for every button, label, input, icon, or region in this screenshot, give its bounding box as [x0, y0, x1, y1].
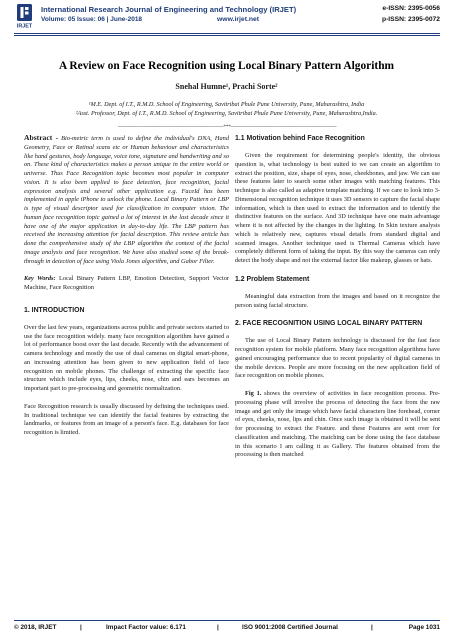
header-divider	[14, 33, 440, 34]
footer-divider-1: |	[80, 624, 82, 631]
paper-title: A Review on Face Recognition using Local Binary Pattern Algorithm	[58, 60, 395, 72]
section-heading-motivation: 1.1 Motivation behind Face Recognition	[235, 135, 365, 142]
footer-copyright: © 2018, IRJET	[14, 624, 57, 631]
problem-statement-paragraph: Meaningful data extraction from the images and based on it recognize the person using facial structure.	[235, 292, 440, 309]
lbp-paragraph-1: The use of Local Binary Pattern technology is discussed for the fast face recognition system for mobile platform. Many face recognition algorithms have gained encouraging performance due to recent popularity of digital cameras in the mobile devices. People are more focusing on the new application field of face recognition on mobile phones.	[235, 337, 440, 380]
abstract-label: Abstract -	[24, 133, 59, 142]
figure-reference: Fig 1.	[245, 390, 262, 397]
footer-page-number: Page 1031	[408, 624, 440, 631]
logo-text: IRJET	[16, 23, 33, 29]
header-divider-thin	[14, 35, 440, 36]
abstract-text: Bio-metric term is used to define the individual's DNA, Hand Geometry, Face or Retinal scans etc or Human behaviour and characteristics like hand gestures, body language, voice tone, signature and handwriting and so on. These kind of characteristics makes a person unique in the entire world or universe. Thus Face Recognition topic becomes most popular in computer vision. It is also been applied to face detection, face recognition, facial expression analysis and several other application e.g. FaceId has been implemented in apple iPhone to unlock the phone. Local Binary Pattern or LBP is type of visual descriptor used for classification in computer vision. The human face recognition topic gained a lot of interest in the last decade since it have one of the major application in day-to-day life. The LBP pattern has received the increasing attention for facial description. This review article has done the comprehensive study of the LBP algorithm the context of the facial image analysis and face recognition. We have also studied some of the break-through in detection of face using Viola Jones algorithm, and Gabor Filter.	[24, 135, 229, 265]
footer-divider	[14, 620, 440, 621]
right-column	[235, 134, 440, 460]
keywords	[24, 275, 229, 293]
volume-issue: Volume: 05 Issue: 06 | June-2018	[41, 16, 143, 23]
journal-name: International Research Journal of Engineering and Technology (IRJET)	[41, 5, 297, 14]
irjet-logo-icon	[14, 4, 35, 29]
section-heading-lbp: 2. FACE RECOGNITION USING LOCAL BINARY PATTERN	[235, 320, 423, 328]
title-separator: ---------------------------------------------------------------------***---------------------------------------------------------------------	[117, 124, 337, 130]
keywords-text: Local Binary Pattern LBP, Emotion Detection, Support Vector Machine, Face Recognition	[24, 275, 229, 291]
affiliation-1: ¹M.E. Dept. of I.T., R.M.D. School of Engineering, Savitribai Phule Pune University, Pune, Maharashtra, India	[88, 101, 365, 108]
affiliation-2: ²Asst. Professor, Dept. of I.T., R.M.D. School of Engineering, Savitribai Phule Pune University, Pune, Maharashtra,India.	[75, 110, 378, 117]
lbp-paragraph-2-text: shows the overview of activities in face recognition process. Pre-processing phase will involve the process of detecting the face from the raw image and get only the image which have facial characters line forehead, corner of eyes, cheeks, nose, lips and chin. Once such image is obtained it will be sent for processing to extract the Feature. and these Features are sent over for classification and matching. The matching can be done using the face database in this scenario I am calling it as Gallery. The features obtained from the processing is then matched	[235, 390, 441, 459]
keywords-label: Key Words:	[24, 275, 56, 283]
footer-impact-factor: Impact Factor value: 6.171	[106, 624, 186, 631]
paper-authors: Snehal Humne¹, Prachi Sorte²	[175, 82, 278, 91]
journal-header	[14, 3, 440, 33]
journal-website-link[interactable]: www.irjet.net	[217, 16, 260, 23]
section-heading-introduction: 1. INTRODUCTION	[24, 306, 85, 314]
motivation-paragraph: Given the requirement for determining people's identity, the obvious question is, what technology is best suited to we can create an algorithm to extract the position, size, shape of eyes, nose, cheekbones, and jaw. We can use these features later to search some other images with matching features. This technique is also called as adaptive template matching. If we care to look into 3-Dimensional recognition technique it uses 3D sensors to capture the facial shape information, which is then used to extract the information and to identify the distinctive features on the surface. And 3D technique have one main advantage where it is not affected by the changes in the lighting. In Skin texture analysis which is relatively new, captures visual details from standard digital and scanned images. Another technique used is Thermal Cameras which have completely different form of taking the input. By this way the cameras can only detect the body shape and not the external factor like makeup, glasses or hats.	[235, 152, 440, 264]
intro-paragraph-2: Face Recognition research is usually discussed by defining the techniques used. In traditional technique we can identify the facial features by extracting the landmarks, or features from an image of a person's face. E.g. databases for face recognition is limited.	[24, 402, 229, 436]
intro-paragraph-1: Over the last few years, organizations across public and private sectors started to use the face recognition widely. many face recognition algorithm have gained a lot of performance boost over the last decade. Recently with the advancement of camera technology and mostly the use of dual cameras on digital smart-phone, an increasing attention has been given to new application field of face recognition on mobile phones. The challenge of extracting the specific face structure which include eyes, lips, cheeks, nose, chin and ears becomes an important part to pre-processing and geometric normalization.	[24, 323, 229, 392]
footer-iso: ISO 9001:2008 Certified Journal	[242, 624, 338, 631]
left-column	[24, 134, 229, 438]
abstract	[24, 134, 229, 266]
footer-divider-2: |	[217, 624, 219, 631]
p-issn: p-ISSN: 2395-0072	[382, 16, 440, 23]
section-heading-problem-statement: 1.2 Problem Statement	[235, 275, 310, 283]
e-issn: e-ISSN: 2395-0056	[382, 5, 440, 12]
lbp-paragraph-2	[235, 390, 440, 460]
footer-divider-3: |	[371, 624, 373, 631]
